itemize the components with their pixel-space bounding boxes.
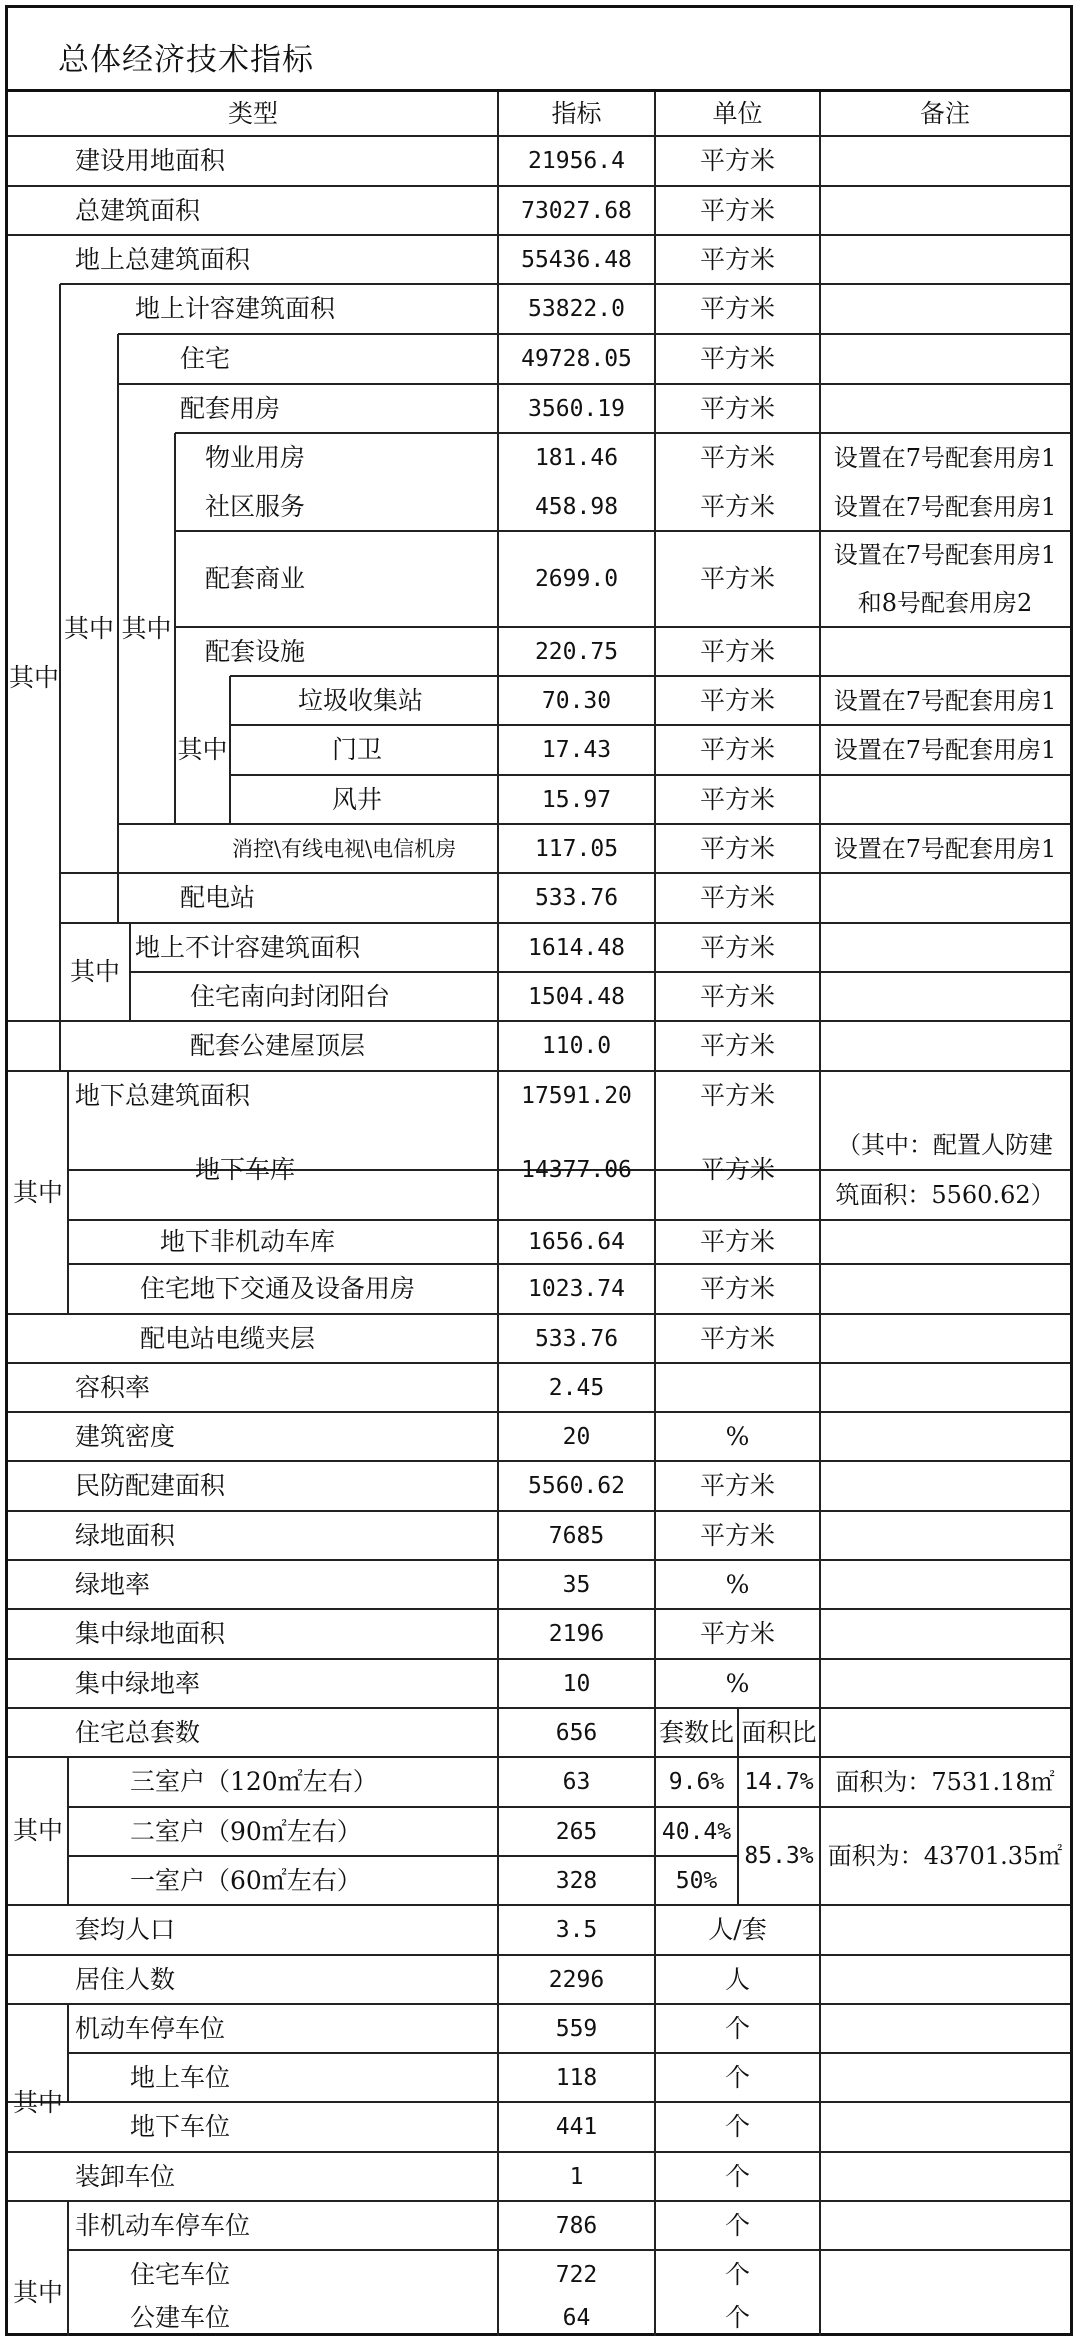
row-value-r37: 559 [555, 2016, 598, 2042]
row-unit-r4: 平方米 [699, 294, 775, 323]
row-unit-r41: 个 [724, 2211, 750, 2240]
row-unit-r13: 平方米 [699, 785, 775, 814]
row-rule [68, 2052, 1070, 2054]
row-label-r23: 配电站电缆夹层 [140, 1324, 316, 1353]
column-rule [67, 2201, 69, 2336]
row-label-r35: 套均人口 [75, 1915, 176, 1944]
row-value-r41: 786 [555, 2213, 598, 2239]
row-rule [60, 922, 1070, 924]
row-label-r36: 居住人数 [75, 1965, 176, 1994]
row-label-r17: 住宅南向封闭阳台 [190, 982, 391, 1011]
column-rule [819, 92, 821, 2336]
row-unit-r29: 平方米 [699, 1619, 775, 1648]
r34-count-ratio: 50% [675, 1868, 718, 1894]
row-rule [8, 1658, 1070, 1660]
row-label-r11: 垃圾收集站 [298, 686, 424, 715]
row-label-r43: 公建车位 [130, 2303, 231, 2332]
row-label-r29: 集中绿地面积 [75, 1619, 226, 1648]
header-remark: 备注 [919, 99, 970, 128]
row-value-r24: 2.45 [548, 1375, 605, 1401]
row-value-r43: 64 [562, 2305, 591, 2331]
row-rule [68, 1855, 655, 1857]
row-unit-r7: 平方米 [699, 443, 775, 472]
header-indicator: 指标 [551, 99, 602, 128]
row-label-r13: 风井 [332, 785, 383, 814]
row-unit-r11: 平方米 [699, 686, 775, 715]
row-unit-r17: 平方米 [699, 982, 775, 1011]
row-value-r20: 14377.06 [521, 1157, 632, 1183]
row-label-r37: 机动车停车位 [75, 2014, 226, 2043]
row-label-r24: 容积率 [75, 1373, 151, 1402]
row-rule [118, 823, 1070, 825]
row-value-r26: 5560.62 [528, 1473, 625, 1499]
header-unit: 单位 [712, 99, 763, 128]
row-value-r30: 10 [562, 1671, 591, 1697]
row-unit-r5: 平方米 [699, 344, 775, 373]
row-unit-r27: 平方米 [699, 1521, 775, 1550]
row-unit-r23: 平方米 [699, 1324, 775, 1353]
row-rule [68, 1263, 1070, 1265]
column-rule [497, 92, 499, 2336]
row-label-r30: 集中绿地率 [75, 1669, 201, 1698]
row-label-r42: 住宅车位 [130, 2260, 231, 2289]
row-unit-r12: 平方米 [699, 735, 775, 764]
qizhong-noncount: 其中 [69, 957, 120, 986]
row-rule [175, 530, 1070, 532]
row-rule [68, 1219, 1070, 1221]
row-label-r14: 消控\有线电视\电信机房 [232, 837, 457, 861]
row-rule [8, 1070, 1070, 1072]
row-value-r23: 533.76 [534, 1326, 619, 1352]
row-unit-r10: 平方米 [699, 637, 775, 666]
row-label-r25: 建筑密度 [75, 1422, 176, 1451]
row-value-r34: 328 [555, 1868, 598, 1894]
row-label-r27: 绿地面积 [75, 1521, 176, 1550]
qizhong-main-1: 其中 [8, 663, 59, 692]
row-value-r16: 1614.48 [528, 935, 625, 961]
row-rule [8, 1904, 1070, 1906]
row-value-r4: 53822.0 [528, 296, 625, 322]
row-unit-r14: 平方米 [699, 834, 775, 863]
row-value-r22: 1023.74 [528, 1276, 625, 1302]
row-rule [175, 432, 1070, 434]
row-value-r39: 441 [555, 2114, 598, 2140]
row-rule [68, 1806, 1070, 1808]
row-rule [8, 2003, 1070, 2005]
row-unit-r25: % [725, 1422, 750, 1451]
title-bar [8, 8, 1070, 92]
count-ratio-header: 套数比 [658, 1718, 734, 1747]
row-label-r18: 配套公建屋顶层 [190, 1031, 366, 1060]
row-remark-r11: 设置在7号配套用房1 [833, 687, 1057, 715]
row-label-r3: 地上总建筑面积 [75, 245, 251, 274]
row-rule [8, 234, 1070, 236]
row-rule [175, 626, 1070, 628]
row-rule [230, 724, 1070, 726]
row-remark-r14: 设置在7号配套用房1 [833, 835, 1057, 863]
row-label-r34: 一室户（60㎡左右） [130, 1866, 362, 1895]
row-remark-r8: 设置在7号配套用房1 [833, 493, 1057, 521]
row-unit-r15: 平方米 [699, 883, 775, 912]
row-label-r31: 住宅总套数 [75, 1718, 201, 1747]
row-unit-r6: 平方米 [699, 394, 775, 423]
row-label-r7: 物业用房 [205, 443, 306, 472]
row-value-r9: 2699.0 [534, 566, 619, 592]
row-rule [8, 2101, 1070, 2103]
row-rule [8, 1954, 1070, 1956]
row-label-r22: 住宅地下交通及设备用房 [140, 1274, 416, 1303]
row-value-r7: 181.46 [534, 445, 619, 471]
row-value-r35: 3.5 [555, 1917, 598, 1943]
row-unit-r39: 个 [724, 2112, 750, 2141]
row-unit-r43: 个 [724, 2303, 750, 2332]
row-value-r8: 458.98 [534, 494, 619, 520]
row-label-r16: 地上不计容建筑面积 [135, 933, 361, 962]
row-value-r19: 17591.20 [521, 1083, 632, 1109]
row-unit-r28: % [725, 1570, 750, 1599]
row-value-r31: 656 [555, 1720, 598, 1746]
row-rule [118, 383, 1070, 385]
r33-34-area-ratio: 85.3% [744, 1843, 814, 1869]
row-remark-r20-line1: （其中：配置人防建 [837, 1131, 1053, 1159]
row-value-r3: 55436.48 [521, 247, 632, 273]
row-rule [8, 1411, 1070, 1413]
page-title: 总体经济技术指标 [58, 42, 314, 78]
area-ratio-header: 面积比 [741, 1718, 817, 1747]
r33-count-ratio: 40.4% [661, 1819, 732, 1845]
qizhong-underground: 其中 [12, 1178, 63, 1207]
row-unit-r2: 平方米 [699, 196, 775, 225]
row-label-r38: 地上车位 [130, 2063, 231, 2092]
row-remark-r33-34: 面积为：43701.35㎡ [827, 1842, 1063, 1870]
row-remark-r12: 设置在7号配套用房1 [833, 736, 1057, 764]
qizhong-sub-3: 其中 [177, 735, 228, 764]
row-value-r6: 3560.19 [528, 396, 625, 422]
row-rule [230, 774, 1070, 776]
row-unit-r22: 平方米 [699, 1274, 775, 1303]
row-label-r32: 三室户（120㎡左右） [130, 1767, 378, 1796]
row-value-r28: 35 [562, 1572, 591, 1598]
row-value-r10: 220.75 [534, 639, 619, 665]
qizhong-parking: 其中 [12, 2088, 63, 2117]
row-remark-r9-line2: 和8号配套用房2 [857, 589, 1033, 617]
row-unit-r16: 平方米 [699, 933, 775, 962]
row-value-r17: 1504.48 [528, 984, 625, 1010]
row-rule [8, 1460, 1070, 1462]
row-value-r13: 15.97 [541, 787, 612, 813]
row-label-r4: 地上计容建筑面积 [135, 294, 336, 323]
row-rule [60, 283, 1070, 285]
row-label-r26: 民防配建面积 [75, 1471, 226, 1500]
row-unit-r36: 人 [724, 1965, 750, 1994]
row-unit-r30: % [725, 1669, 750, 1698]
row-unit-r1: 平方米 [699, 146, 775, 175]
row-unit-r37: 个 [724, 2014, 750, 2043]
row-label-r28: 绿地率 [75, 1570, 151, 1599]
row-label-r8: 社区服务 [205, 492, 306, 521]
r32-count-ratio: 9.6% [668, 1769, 725, 1795]
qizhong-sub-2: 其中 [121, 614, 172, 643]
row-rule [8, 185, 1070, 187]
row-rule [60, 872, 1070, 874]
row-rule [8, 1559, 1070, 1561]
row-rule [8, 1313, 1070, 1315]
row-unit-r38: 个 [724, 2063, 750, 2092]
qizhong-sub-1: 其中 [63, 614, 114, 643]
row-value-r18: 110.0 [541, 1033, 612, 1059]
row-rule [8, 1608, 1070, 1610]
row-value-r25: 20 [562, 1424, 591, 1450]
row-label-r2: 总建筑面积 [75, 196, 201, 225]
row-unit-r19: 平方米 [699, 1081, 775, 1110]
row-value-r14: 117.05 [534, 836, 619, 862]
row-rule [230, 675, 1070, 677]
row-rule [68, 2249, 1070, 2251]
column-rule [654, 92, 656, 2336]
row-remark-r7: 设置在7号配套用房1 [833, 444, 1057, 472]
row-unit-r8: 平方米 [699, 492, 775, 521]
row-value-r40: 1 [569, 2164, 584, 2190]
row-label-r33: 二室户（90㎡左右） [130, 1817, 362, 1846]
row-label-r12: 门卫 [332, 735, 383, 764]
row-label-r40: 装卸车位 [75, 2162, 176, 2191]
row-rule [8, 1362, 1070, 1364]
row-unit-r35: 人/套 [708, 1915, 767, 1944]
row-rule [8, 135, 1070, 137]
row-rule [8, 1510, 1070, 1512]
row-value-r12: 17.43 [541, 737, 612, 763]
row-value-r36: 2296 [548, 1967, 605, 1993]
row-value-r1: 21956.4 [528, 148, 625, 174]
row-label-r15: 配电站 [180, 883, 256, 912]
row-rule [655, 1855, 738, 1857]
row-value-r33: 265 [555, 1819, 598, 1845]
row-value-r38: 118 [555, 2065, 598, 2091]
row-rule [8, 1756, 1070, 1758]
row-value-r21: 1656.64 [528, 1229, 625, 1255]
r32-area-ratio: 14.7% [744, 1769, 814, 1795]
row-unit-r20: 平方米 [699, 1155, 775, 1184]
row-value-r11: 70.30 [541, 688, 612, 714]
row-value-r27: 7685 [548, 1523, 605, 1549]
row-label-r39: 地下车位 [130, 2112, 231, 2141]
row-remark-r32: 面积为：7531.18㎡ [835, 1768, 1055, 1796]
row-label-r9: 配套商业 [205, 564, 306, 593]
row-unit-r26: 平方米 [699, 1471, 775, 1500]
row-unit-r18: 平方米 [699, 1031, 775, 1060]
row-rule [8, 2151, 1070, 2153]
row-unit-r3: 平方米 [699, 245, 775, 274]
row-label-r10: 配套设施 [205, 637, 306, 666]
row-value-r29: 2196 [548, 1621, 605, 1647]
qizhong-units: 其中 [12, 1816, 63, 1845]
row-label-r20: 地下车库 [195, 1155, 296, 1184]
qizhong-nonmotor: 其中 [12, 2278, 63, 2307]
row-unit-r42: 个 [724, 2260, 750, 2289]
row-label-r41: 非机动车停车位 [75, 2211, 251, 2240]
row-unit-r9: 平方米 [699, 564, 775, 593]
header-type: 类型 [227, 99, 278, 128]
row-unit-r40: 个 [724, 2162, 750, 2191]
row-label-r6: 配套用房 [180, 394, 281, 423]
row-value-r2: 73027.68 [521, 198, 632, 224]
row-rule [118, 333, 1070, 335]
row-remark-r20-line2: 筑面积：5560.62） [835, 1181, 1055, 1209]
row-rule [8, 1707, 1070, 1709]
row-label-r5: 住宅 [180, 344, 231, 373]
row-label-r1: 建设用地面积 [75, 146, 226, 175]
row-label-r21: 地下非机动车库 [160, 1227, 336, 1256]
row-value-r15: 533.76 [534, 885, 619, 911]
row-value-r32: 63 [562, 1769, 591, 1795]
row-value-r5: 49728.05 [521, 346, 632, 372]
row-remark-r9-line1: 设置在7号配套用房1 [833, 541, 1057, 569]
row-rule [8, 2200, 1070, 2202]
row-unit-r21: 平方米 [699, 1227, 775, 1256]
row-label-r19: 地下总建筑面积 [75, 1081, 251, 1110]
row-rule [130, 971, 1070, 973]
row-rule [8, 1020, 1070, 1022]
row-value-r42: 722 [555, 2262, 598, 2288]
